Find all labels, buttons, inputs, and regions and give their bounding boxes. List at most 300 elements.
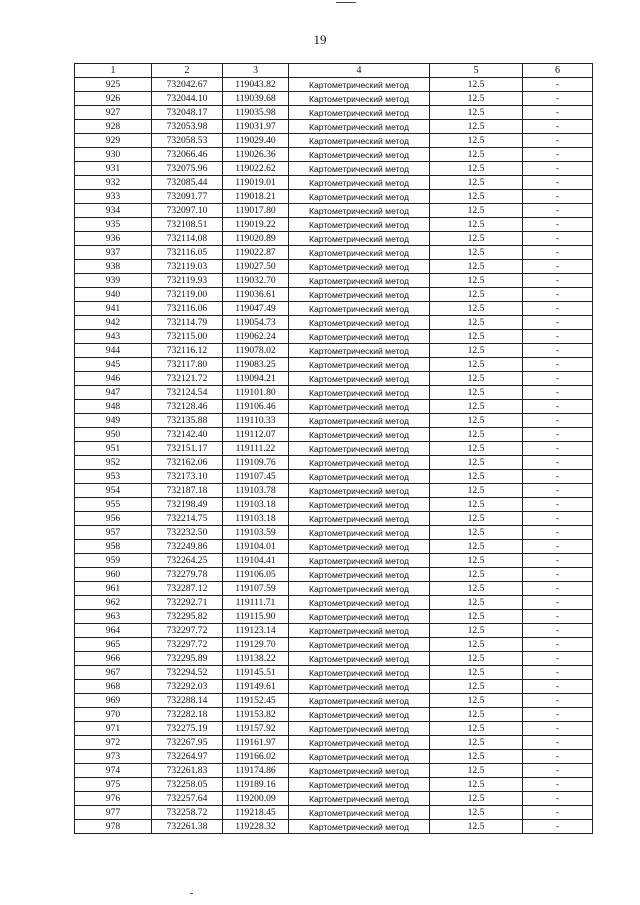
table-row (75, 708, 593, 722)
accuracy-cell: 12.5 (430, 540, 523, 554)
method-cell: Картометрический метод (289, 554, 430, 568)
method-cell: Картометрический метод (289, 176, 430, 190)
y-coordinate-cell: 119112.07 (223, 428, 289, 442)
table-row (75, 386, 593, 400)
table-row (75, 484, 593, 498)
y-coordinate-cell: 119152.45 (223, 694, 289, 708)
table-row (75, 470, 593, 484)
method-cell: Картометрический метод (289, 162, 430, 176)
x-coordinate-cell: 732295.82 (152, 610, 223, 624)
table-row (75, 554, 593, 568)
table-row (75, 582, 593, 596)
method-cell: Картометрический метод (289, 666, 430, 680)
y-coordinate-cell: 119103.18 (223, 512, 289, 526)
x-coordinate-cell: 732288.14 (152, 694, 223, 708)
accuracy-cell: 12.5 (430, 554, 523, 568)
method-cell: Картометрический метод (289, 722, 430, 736)
x-coordinate-cell: 732116.05 (152, 246, 223, 260)
y-coordinate-cell: 119111.22 (223, 442, 289, 456)
note-cell: - (523, 232, 593, 246)
note-cell: - (523, 722, 593, 736)
method-cell: Картометрический метод (289, 134, 430, 148)
note-cell: - (523, 666, 593, 680)
point-number-cell: 929 (75, 134, 152, 148)
y-coordinate-cell: 119123.14 (223, 624, 289, 638)
accuracy-cell: 12.5 (430, 358, 523, 372)
x-coordinate-cell: 732264.25 (152, 554, 223, 568)
method-cell: Картометрический метод (289, 372, 430, 386)
note-cell: - (523, 470, 593, 484)
method-cell: Картометрический метод (289, 442, 430, 456)
y-coordinate-cell: 119153.82 (223, 708, 289, 722)
accuracy-cell: 12.5 (430, 666, 523, 680)
point-number-cell: 946 (75, 372, 152, 386)
point-number-cell: 927 (75, 106, 152, 120)
table-row (75, 190, 593, 204)
accuracy-cell: 12.5 (430, 498, 523, 512)
accuracy-cell: 12.5 (430, 120, 523, 134)
column-header-5: 5 (430, 64, 523, 78)
method-cell: Картометрический метод (289, 736, 430, 750)
point-number-cell: 970 (75, 708, 152, 722)
method-cell: Картометрический метод (289, 680, 430, 694)
x-coordinate-cell: 732261.38 (152, 820, 223, 834)
note-cell: - (523, 624, 593, 638)
method-cell: Картометрический метод (289, 246, 430, 260)
method-cell: Картометрический метод (289, 274, 430, 288)
point-number-cell: 973 (75, 750, 152, 764)
table-row (75, 400, 593, 414)
point-number-cell: 938 (75, 260, 152, 274)
accuracy-cell: 12.5 (430, 218, 523, 232)
note-cell: - (523, 358, 593, 372)
point-number-cell: 937 (75, 246, 152, 260)
point-number-cell: 947 (75, 386, 152, 400)
table-row (75, 106, 593, 120)
x-coordinate-cell: 732119.03 (152, 260, 223, 274)
y-coordinate-cell: 119104.01 (223, 540, 289, 554)
table-row (75, 134, 593, 148)
point-number-cell: 959 (75, 554, 152, 568)
x-coordinate-cell: 732044.10 (152, 92, 223, 106)
x-coordinate-cell: 732261.83 (152, 764, 223, 778)
x-coordinate-cell: 732187.18 (152, 484, 223, 498)
x-coordinate-cell: 732162.06 (152, 456, 223, 470)
accuracy-cell: 12.5 (430, 624, 523, 638)
table-row (75, 428, 593, 442)
table-row (75, 512, 593, 526)
accuracy-cell: 12.5 (430, 260, 523, 274)
method-cell: Картометрический метод (289, 190, 430, 204)
point-number-cell: 977 (75, 806, 152, 820)
table-row (75, 358, 593, 372)
y-coordinate-cell: 119111.71 (223, 596, 289, 610)
note-cell: - (523, 778, 593, 792)
accuracy-cell: 12.5 (430, 106, 523, 120)
accuracy-cell: 12.5 (430, 638, 523, 652)
accuracy-cell: 12.5 (430, 484, 523, 498)
accuracy-cell: 12.5 (430, 610, 523, 624)
point-number-cell: 926 (75, 92, 152, 106)
x-coordinate-cell: 732058.53 (152, 134, 223, 148)
y-coordinate-cell: 119129.70 (223, 638, 289, 652)
x-coordinate-cell: 732066.46 (152, 148, 223, 162)
y-coordinate-cell: 119094.21 (223, 372, 289, 386)
accuracy-cell: 12.5 (430, 568, 523, 582)
point-number-cell: 965 (75, 638, 152, 652)
note-cell: - (523, 386, 593, 400)
accuracy-cell: 12.5 (430, 316, 523, 330)
y-coordinate-cell: 119189.16 (223, 778, 289, 792)
method-cell: Картометрический метод (289, 512, 430, 526)
table-row (75, 162, 593, 176)
y-coordinate-cell: 119022.87 (223, 246, 289, 260)
y-coordinate-cell: 119017.80 (223, 204, 289, 218)
x-coordinate-cell: 732119.00 (152, 288, 223, 302)
note-cell: - (523, 330, 593, 344)
point-number-cell: 949 (75, 414, 152, 428)
table-row (75, 274, 593, 288)
table-row (75, 414, 593, 428)
method-cell: Картометрический метод (289, 204, 430, 218)
point-number-cell: 928 (75, 120, 152, 134)
x-coordinate-cell: 732232.50 (152, 526, 223, 540)
point-number-cell: 964 (75, 624, 152, 638)
table-row (75, 820, 593, 834)
note-cell: - (523, 134, 593, 148)
y-coordinate-cell: 119062.24 (223, 330, 289, 344)
point-number-cell: 969 (75, 694, 152, 708)
note-cell: - (523, 526, 593, 540)
column-header-1: 1 (75, 64, 152, 78)
x-coordinate-cell: 732279.78 (152, 568, 223, 582)
x-coordinate-cell: 732142.40 (152, 428, 223, 442)
accuracy-cell: 12.5 (430, 330, 523, 344)
table-header-row (75, 64, 593, 78)
note-cell: - (523, 568, 593, 582)
y-coordinate-cell: 119157.92 (223, 722, 289, 736)
method-cell: Картометрический метод (289, 456, 430, 470)
point-number-cell: 966 (75, 652, 152, 666)
table-row (75, 694, 593, 708)
note-cell: - (523, 540, 593, 554)
method-cell: Картометрический метод (289, 428, 430, 442)
table-row (75, 610, 593, 624)
y-coordinate-cell: 119166.02 (223, 750, 289, 764)
coordinates-table (74, 63, 593, 834)
method-cell: Картометрический метод (289, 638, 430, 652)
method-cell: Картометрический метод (289, 358, 430, 372)
accuracy-cell: 12.5 (430, 162, 523, 176)
x-coordinate-cell: 732128.46 (152, 400, 223, 414)
note-cell: - (523, 708, 593, 722)
x-coordinate-cell: 732151.17 (152, 442, 223, 456)
note-cell: - (523, 792, 593, 806)
y-coordinate-cell: 119026.36 (223, 148, 289, 162)
point-number-cell: 935 (75, 218, 152, 232)
method-cell: Картометрический метод (289, 148, 430, 162)
table-row (75, 540, 593, 554)
accuracy-cell: 12.5 (430, 680, 523, 694)
method-cell: Картометрический метод (289, 288, 430, 302)
x-coordinate-cell: 732116.12 (152, 344, 223, 358)
accuracy-cell: 12.5 (430, 792, 523, 806)
note-cell: - (523, 190, 593, 204)
note-cell: - (523, 246, 593, 260)
point-number-cell: 942 (75, 316, 152, 330)
x-coordinate-cell: 732042.67 (152, 78, 223, 92)
table-row (75, 526, 593, 540)
y-coordinate-cell: 119018.21 (223, 190, 289, 204)
table-row (75, 624, 593, 638)
note-cell: - (523, 652, 593, 666)
point-number-cell: 944 (75, 344, 152, 358)
point-number-cell: 956 (75, 512, 152, 526)
x-coordinate-cell: 732258.72 (152, 806, 223, 820)
note-cell: - (523, 498, 593, 512)
x-coordinate-cell: 732294.52 (152, 666, 223, 680)
note-cell: - (523, 218, 593, 232)
point-number-cell: 930 (75, 148, 152, 162)
note-cell: - (523, 820, 593, 834)
point-number-cell: 934 (75, 204, 152, 218)
note-cell: - (523, 456, 593, 470)
method-cell: Картометрический метод (289, 652, 430, 666)
x-coordinate-cell: 732287.12 (152, 582, 223, 596)
y-coordinate-cell: 119106.46 (223, 400, 289, 414)
note-cell: - (523, 176, 593, 190)
table-row (75, 232, 593, 246)
point-number-cell: 931 (75, 162, 152, 176)
point-number-cell: 948 (75, 400, 152, 414)
table-row (75, 638, 593, 652)
column-header-3: 3 (223, 64, 289, 78)
note-cell: - (523, 484, 593, 498)
x-coordinate-cell: 732135.88 (152, 414, 223, 428)
table-row (75, 736, 593, 750)
point-number-cell: 950 (75, 428, 152, 442)
method-cell: Картометрический метод (289, 316, 430, 330)
y-coordinate-cell: 119218.45 (223, 806, 289, 820)
table-row (75, 344, 593, 358)
method-cell: Картометрический метод (289, 596, 430, 610)
accuracy-cell: 12.5 (430, 246, 523, 260)
y-coordinate-cell: 119047.49 (223, 302, 289, 316)
page-number: 19 (313, 32, 327, 47)
note-cell: - (523, 806, 593, 820)
method-cell: Картометрический метод (289, 92, 430, 106)
note-cell: - (523, 106, 593, 120)
table-row (75, 372, 593, 386)
accuracy-cell: 12.5 (430, 190, 523, 204)
accuracy-cell: 12.5 (430, 708, 523, 722)
y-coordinate-cell: 119104.41 (223, 554, 289, 568)
accuracy-cell: 12.5 (430, 176, 523, 190)
note-cell: - (523, 638, 593, 652)
y-coordinate-cell: 119043.82 (223, 78, 289, 92)
method-cell: Картометрический метод (289, 484, 430, 498)
y-coordinate-cell: 119103.59 (223, 526, 289, 540)
point-number-cell: 975 (75, 778, 152, 792)
note-cell: - (523, 92, 593, 106)
x-coordinate-cell: 732214.75 (152, 512, 223, 526)
point-number-cell: 967 (75, 666, 152, 680)
x-coordinate-cell: 732264.97 (152, 750, 223, 764)
accuracy-cell: 12.5 (430, 596, 523, 610)
accuracy-cell: 12.5 (430, 694, 523, 708)
point-number-cell: 971 (75, 722, 152, 736)
method-cell: Картометрический метод (289, 330, 430, 344)
table-row (75, 750, 593, 764)
y-coordinate-cell: 119109.76 (223, 456, 289, 470)
point-number-cell: 933 (75, 190, 152, 204)
top-margin-mark (336, 2, 356, 3)
accuracy-cell: 12.5 (430, 428, 523, 442)
accuracy-cell: 12.5 (430, 442, 523, 456)
note-cell: - (523, 400, 593, 414)
accuracy-cell: 12.5 (430, 820, 523, 834)
y-coordinate-cell: 119054.73 (223, 316, 289, 330)
table-row (75, 596, 593, 610)
stray-mark (190, 893, 193, 894)
method-cell: Картометрический метод (289, 218, 430, 232)
column-header-6: 6 (523, 64, 593, 78)
method-cell: Картометрический метод (289, 582, 430, 596)
accuracy-cell: 12.5 (430, 778, 523, 792)
point-number-cell: 955 (75, 498, 152, 512)
table-row (75, 330, 593, 344)
y-coordinate-cell: 119103.78 (223, 484, 289, 498)
accuracy-cell: 12.5 (430, 92, 523, 106)
y-coordinate-cell: 119078.02 (223, 344, 289, 358)
x-coordinate-cell: 732115.00 (152, 330, 223, 344)
table-row (75, 120, 593, 134)
y-coordinate-cell: 119019.01 (223, 176, 289, 190)
method-cell: Картометрический метод (289, 708, 430, 722)
x-coordinate-cell: 732267.95 (152, 736, 223, 750)
note-cell: - (523, 120, 593, 134)
accuracy-cell: 12.5 (430, 400, 523, 414)
x-coordinate-cell: 732075.96 (152, 162, 223, 176)
x-coordinate-cell: 732114.08 (152, 232, 223, 246)
y-coordinate-cell: 119174.86 (223, 764, 289, 778)
x-coordinate-cell: 732292.71 (152, 596, 223, 610)
point-number-cell: 943 (75, 330, 152, 344)
x-coordinate-cell: 732097.10 (152, 204, 223, 218)
method-cell: Картометрический метод (289, 750, 430, 764)
note-cell: - (523, 442, 593, 456)
method-cell: Картометрический метод (289, 302, 430, 316)
point-number-cell: 963 (75, 610, 152, 624)
y-coordinate-cell: 119027.50 (223, 260, 289, 274)
note-cell: - (523, 162, 593, 176)
point-number-cell: 939 (75, 274, 152, 288)
table-row (75, 316, 593, 330)
x-coordinate-cell: 732085.44 (152, 176, 223, 190)
note-cell: - (523, 260, 593, 274)
x-coordinate-cell: 732258.05 (152, 778, 223, 792)
accuracy-cell: 12.5 (430, 274, 523, 288)
y-coordinate-cell: 119145.51 (223, 666, 289, 680)
table-row (75, 498, 593, 512)
method-cell: Картометрический метод (289, 470, 430, 484)
y-coordinate-cell: 119032.70 (223, 274, 289, 288)
table-row (75, 666, 593, 680)
point-number-cell: 961 (75, 582, 152, 596)
table-row (75, 92, 593, 106)
method-cell: Картометрический метод (289, 568, 430, 582)
column-header-4: 4 (289, 64, 430, 78)
point-number-cell: 941 (75, 302, 152, 316)
y-coordinate-cell: 119101.80 (223, 386, 289, 400)
method-cell: Картометрический метод (289, 260, 430, 274)
y-coordinate-cell: 119020.89 (223, 232, 289, 246)
table-row (75, 568, 593, 582)
accuracy-cell: 12.5 (430, 526, 523, 540)
y-coordinate-cell: 119035.98 (223, 106, 289, 120)
note-cell: - (523, 764, 593, 778)
x-coordinate-cell: 732297.72 (152, 624, 223, 638)
accuracy-cell: 12.5 (430, 582, 523, 596)
note-cell: - (523, 428, 593, 442)
method-cell: Картометрический метод (289, 694, 430, 708)
accuracy-cell: 12.5 (430, 764, 523, 778)
point-number-cell: 951 (75, 442, 152, 456)
table-row (75, 176, 593, 190)
accuracy-cell: 12.5 (430, 470, 523, 484)
method-cell: Картометрический метод (289, 400, 430, 414)
point-number-cell: 936 (75, 232, 152, 246)
point-number-cell: 974 (75, 764, 152, 778)
x-coordinate-cell: 732257.64 (152, 792, 223, 806)
method-cell: Картометрический метод (289, 820, 430, 834)
table-body (75, 78, 593, 834)
accuracy-cell: 12.5 (430, 736, 523, 750)
accuracy-cell: 12.5 (430, 204, 523, 218)
x-coordinate-cell: 732292.03 (152, 680, 223, 694)
x-coordinate-cell: 732053.98 (152, 120, 223, 134)
y-coordinate-cell: 119107.59 (223, 582, 289, 596)
column-header-2: 2 (152, 64, 223, 78)
method-cell: Картометрический метод (289, 792, 430, 806)
accuracy-cell: 12.5 (430, 344, 523, 358)
x-coordinate-cell: 732249.86 (152, 540, 223, 554)
accuracy-cell: 12.5 (430, 652, 523, 666)
table-row (75, 806, 593, 820)
x-coordinate-cell: 732295.89 (152, 652, 223, 666)
y-coordinate-cell: 119138.22 (223, 652, 289, 666)
x-coordinate-cell: 732116.06 (152, 302, 223, 316)
point-number-cell: 958 (75, 540, 152, 554)
note-cell: - (523, 204, 593, 218)
table-row (75, 246, 593, 260)
accuracy-cell: 12.5 (430, 386, 523, 400)
x-coordinate-cell: 732297.72 (152, 638, 223, 652)
y-coordinate-cell: 119106.05 (223, 568, 289, 582)
accuracy-cell: 12.5 (430, 456, 523, 470)
point-number-cell: 925 (75, 78, 152, 92)
method-cell: Картометрический метод (289, 764, 430, 778)
x-coordinate-cell: 732275.19 (152, 722, 223, 736)
note-cell: - (523, 596, 593, 610)
point-number-cell: 940 (75, 288, 152, 302)
method-cell: Картометрический метод (289, 386, 430, 400)
y-coordinate-cell: 119110.33 (223, 414, 289, 428)
x-coordinate-cell: 732108.51 (152, 218, 223, 232)
note-cell: - (523, 582, 593, 596)
note-cell: - (523, 694, 593, 708)
method-cell: Картометрический метод (289, 610, 430, 624)
